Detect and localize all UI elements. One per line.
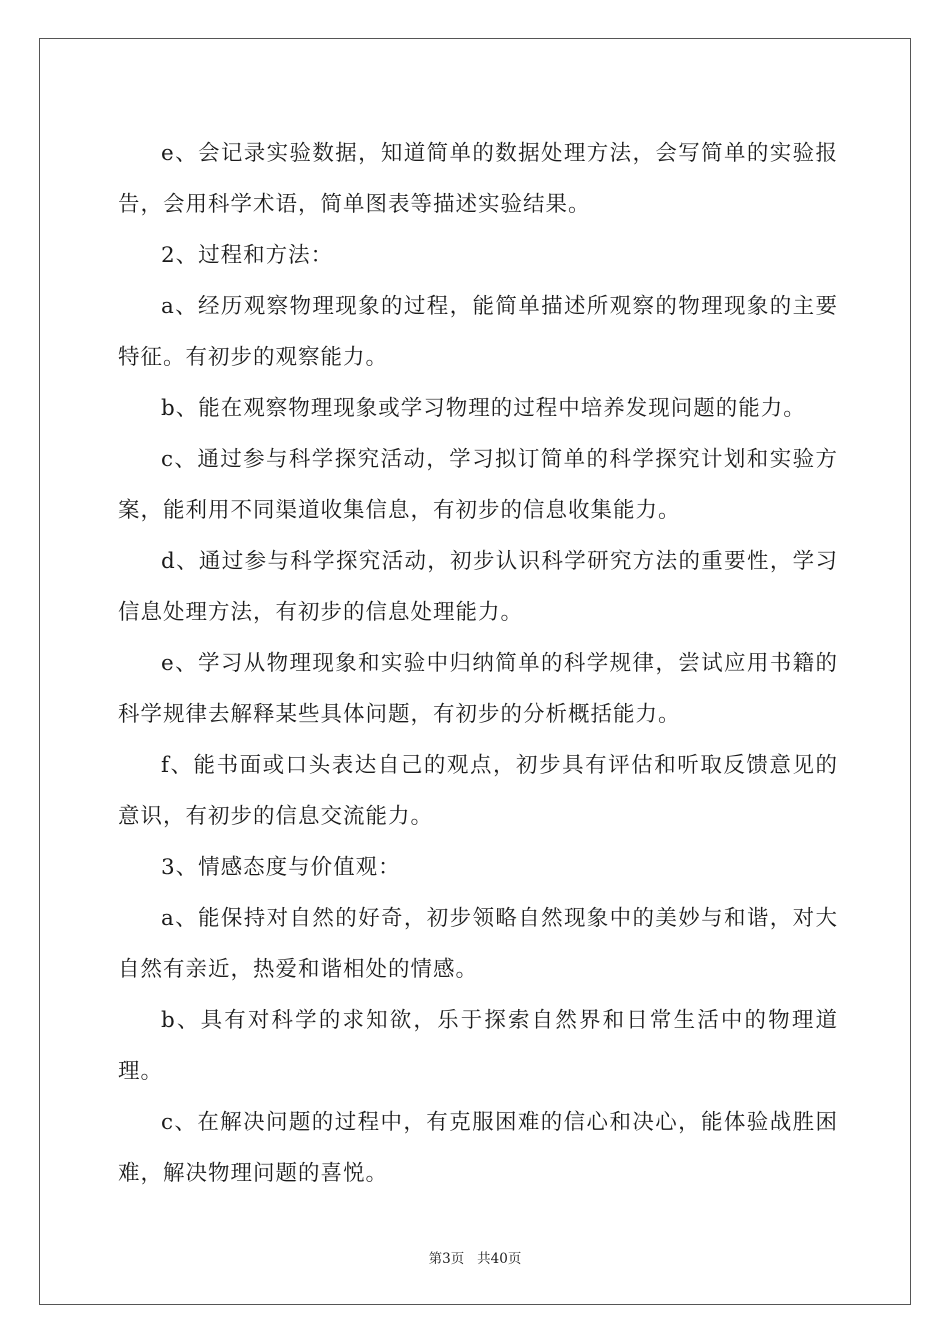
paragraph-curiosity-nature: a、能保持对自然的好奇，初步领略自然现象中的美妙与和谐，对大自然有亲近，热爱和谐相处的情感。	[118, 906, 838, 982]
heading-process-and-method: 2、过程和方法：	[161, 243, 334, 268]
paragraph-overcome-difficulties: c、在解决问题的过程中，有克服困难的信心和决心，能体验战胜困难，解决物理问题的喜悦。	[118, 1110, 838, 1186]
paragraph-express-views: f、能书面或口头表达自己的观点，初步具有评估和听取反馈意见的意识，有初步的信息交流能力。	[118, 753, 838, 829]
current-page-number: 第3页	[428, 1251, 465, 1267]
paragraph-record-data: e、会记录实验数据，知道简单的数据处理方法，会写简单的实验报告，会用科学术语，简单图表等描述实验结果。	[118, 141, 838, 217]
paragraph-observe-phenomena: a、经历观察物理现象的过程，能简单描述所观察的物理现象的主要特征。有初步的观察能力。	[118, 294, 838, 370]
paragraph-inquiry-plan: c、通过参与科学探究活动，学习拟订简单的科学探究计划和实验方案，能利用不同渠道收集信息，有初步的信息收集能力。	[118, 447, 838, 523]
page-footer	[0, 1247, 950, 1267]
paragraph-research-methods: d、通过参与科学探究活动，初步认识科学研究方法的重要性，学习信息处理方法，有初步的信息处理能力。	[118, 549, 838, 625]
document-body	[118, 128, 838, 1199]
paragraph-thirst-for-knowledge: b、具有对科学的求知欲，乐于探索自然界和日常生活中的物理道理。	[118, 1008, 838, 1084]
heading-emotion-attitude-values: 3、情感态度与价值观：	[161, 855, 401, 880]
paragraph-discover-problems: b、能在观察物理现象或学习物理的过程中培养发现问题的能力。	[161, 396, 806, 421]
total-page-count: 共40页	[477, 1251, 522, 1267]
paragraph-summarize-laws: e、学习从物理现象和实验中归纳简单的科学规律，尝试应用书籍的科学规律去解释某些具体问题，有初步的分析概括能力。	[118, 651, 838, 727]
